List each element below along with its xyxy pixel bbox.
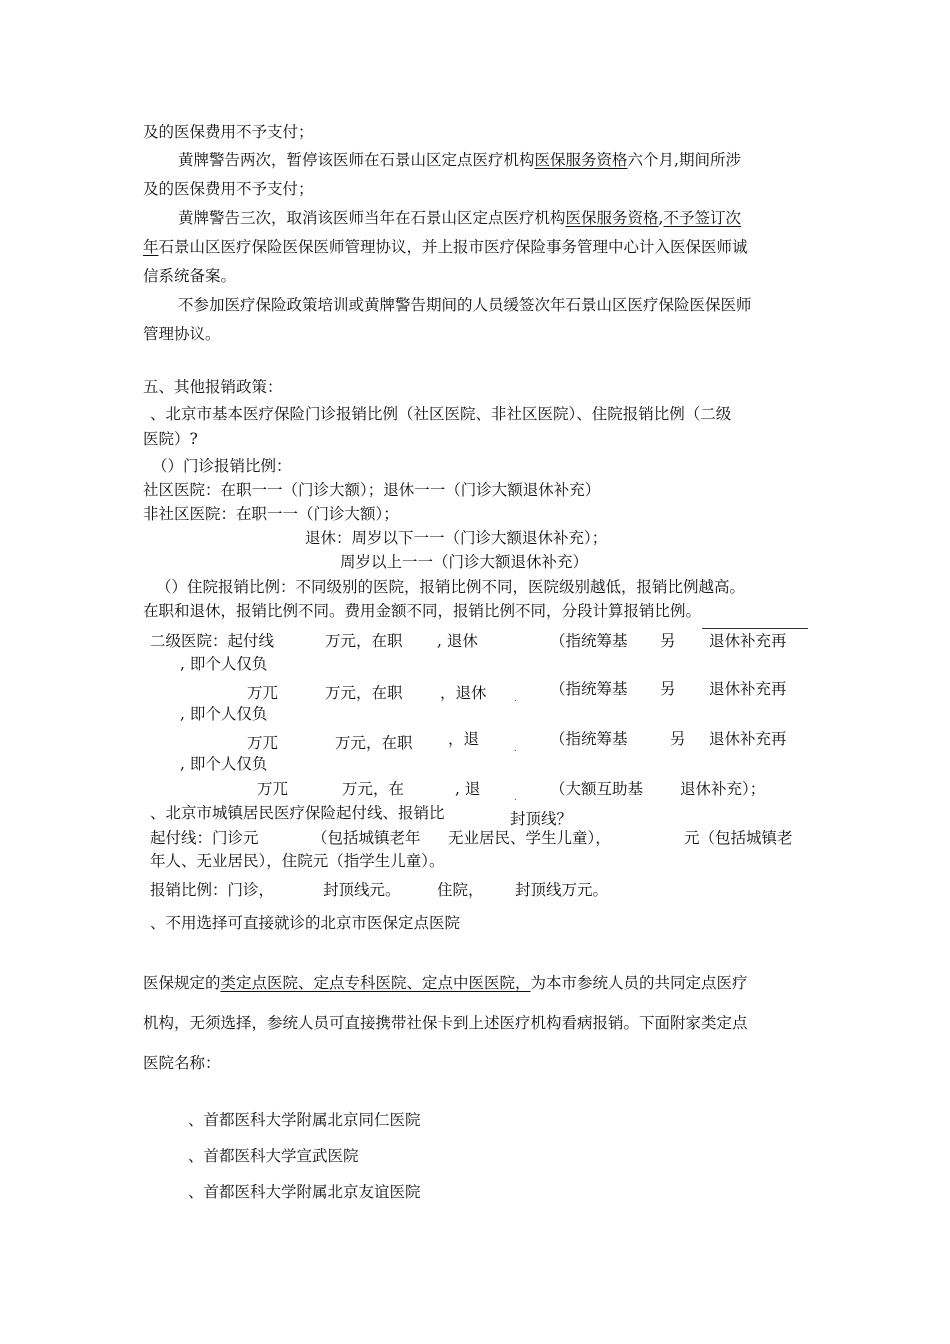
- row4-c1: 万兀: [257, 780, 289, 798]
- row1-sub: , 即个人仅负: [180, 655, 268, 673]
- start-line-d: 元（包括城镇老: [684, 829, 793, 847]
- para-text: ,: [658, 209, 664, 227]
- start-line-c: 无业居民、学生儿童），: [448, 829, 611, 847]
- inpatient-line2: 在职和退休，报销比例不同。费用金额不同，报销比例不同，分段计算报销比例。: [143, 602, 702, 620]
- para-line: 管理协议。: [143, 325, 221, 343]
- para-text: 石景山区医疗保险医保医师管理协议，并上报市医疗保险事务管理中心计入医保医师诚: [158, 238, 748, 256]
- para-text: 六个月,期间所涉: [627, 151, 741, 169]
- row3-c5: 另: [670, 730, 686, 748]
- link-year[interactable]: 年: [143, 238, 159, 256]
- para-text: 黄牌警告两次，暂停该医师在石景山区定点医疗机构: [178, 151, 535, 169]
- para-text: 黄牌警告三次，取消该医师当年在石景山区定点医疗机构: [178, 209, 566, 227]
- start-line-2: 年人、无业居民），住院元（指学生儿童）。: [150, 852, 445, 870]
- question-2: 、北京市城镇居民医疗保险起付线、报销比: [150, 804, 445, 822]
- para-text: 医保规定的: [143, 974, 221, 992]
- para-yellow-card-twice: [178, 152, 741, 170]
- link-not-sign-next[interactable]: 不予签订次: [663, 209, 741, 227]
- row3-c4: （指统筹基: [550, 730, 628, 748]
- hospital-item: 、首都医科大学宣武医院: [188, 1147, 359, 1165]
- section-heading: 五、其他报销政策：: [143, 378, 283, 396]
- row4-c3: , 退: [455, 780, 481, 798]
- retired-under: 退休：周岁以下一一（门诊大额退休补充）；: [305, 529, 608, 547]
- row1-c4: （指统筹基: [550, 632, 628, 650]
- row2-c4: （指统筹基: [550, 680, 628, 698]
- ratio-b: 封顶线元。: [323, 881, 401, 899]
- para-text: 为本市参统人员的共同定点医疗: [530, 974, 748, 992]
- para-line: 机构，无须选择，参统人员可直接携带社保卡到上述医疗机构看病报销。下面附家类定点: [143, 1014, 748, 1032]
- row2-sub: , 即个人仅负: [180, 705, 268, 723]
- outpatient-title: （）门诊报销比例：: [152, 457, 292, 475]
- row1-c3: , 退休: [437, 632, 478, 650]
- link-medical-service-qualification[interactable]: 医保服务资格: [534, 151, 628, 169]
- question-1-line2: 医院）?: [143, 430, 198, 448]
- ratio-c: 住院，: [437, 881, 484, 899]
- row4-c5: 退休补充）；: [680, 780, 766, 798]
- row2-c1: 万兀: [247, 684, 279, 702]
- row1-c6: 退休补充再: [709, 632, 787, 650]
- row4-c4: （大额互助基: [550, 780, 644, 798]
- row3-c3: ，退: [448, 730, 480, 748]
- row2-c6: 退休补充再: [709, 680, 787, 698]
- hospital-item: 、首都医科大学附属北京同仁医院: [188, 1111, 421, 1129]
- scan-mark: .: [514, 744, 517, 754]
- para-not-participating: 不参加医疗保险政策培训或黄牌警告期间的人员缓签次年石景山区医疗保险医保医师: [178, 296, 752, 314]
- row2-c5: 另: [660, 680, 676, 698]
- row2-c3: ，退休: [440, 684, 487, 702]
- question-2-tail: 封顶线？: [510, 810, 573, 828]
- para-yellow-card-three: [178, 210, 741, 228]
- table-top-rule: [702, 628, 808, 629]
- row3-c1: 万兀: [247, 734, 279, 752]
- link-medical-service-qualification-2[interactable]: 医保服务资格: [565, 209, 659, 227]
- inpatient-title: （）住院报销比例：不同级别的医院，报销比例不同，医院级别越低，报销比例越高。: [156, 578, 746, 596]
- community-hospital: 社区医院：在职一一（门诊大额）；退休一一（门诊大额退休补充）: [143, 481, 601, 499]
- ratio-d: 封顶线万元。: [515, 881, 609, 899]
- hospital-item: 、首都医科大学附属北京友谊医院: [188, 1183, 421, 1201]
- row1-c1: 二级医院：起付线: [150, 632, 275, 650]
- start-line-a: 起付线：门诊元: [150, 829, 259, 847]
- para-line: [143, 239, 748, 257]
- row3-sub: , 即个人仅负: [180, 755, 268, 773]
- scan-mark: .: [514, 694, 517, 704]
- para-continuation: 及的医保费用不予支付；: [143, 123, 314, 141]
- question-1: 、北京市基本医疗保险门诊报销比例（社区医院、非社区医院）、住院报销比例（二级: [150, 405, 732, 423]
- para-line: 信系统备案。: [143, 267, 237, 285]
- para-line: 医院名称：: [143, 1054, 221, 1072]
- noncommunity-hospital: 非社区医院：在职一一（门诊大额）；: [143, 505, 399, 523]
- row2-c2: 万元，在职: [325, 684, 403, 702]
- start-line-b: （包括城镇老年: [312, 829, 421, 847]
- row3-c2: 万元，在职: [335, 734, 413, 752]
- row1-c2: 万元，在职: [325, 632, 403, 650]
- scan-mark: .: [514, 793, 517, 803]
- para-designated: [143, 975, 748, 993]
- row4-c2: 万元，在: [342, 780, 405, 798]
- retired-over: 周岁以上一一（门诊大额退休补充）: [340, 553, 589, 571]
- row3-c6: 退休补充再: [709, 730, 787, 748]
- para-line: 及的医保费用不予支付；: [143, 180, 314, 198]
- question-3: 、不用选择可直接就诊的北京市医保定点医院: [150, 914, 461, 932]
- link-designated-hospitals[interactable]: 类定点医院、定点专科医院、定点中医医院，: [220, 974, 531, 992]
- row1-c5: 另: [660, 632, 676, 650]
- ratio-a: 报销比例：门诊，: [150, 881, 275, 899]
